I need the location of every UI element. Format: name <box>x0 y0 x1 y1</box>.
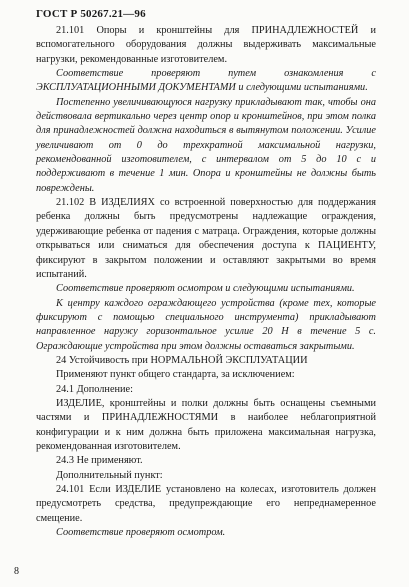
clause-21-101: 21.101 Опоры и кронштейны для ПРИНАДЛЕЖНОСТЕЙ и вспомогательного оборудования должны выдерживать максимальные нагрузки, рекомендованные изготовителем. <box>36 25 376 65</box>
document-header: ГОСТ Р 50267.21—96 <box>36 8 146 20</box>
test-procedure-text: Постепенно увеличивающуюся нагрузку прикладывают так, чтобы она действовала вертикально через центр опор и кронштейнов, при этом полка для принадлежностей должна находиться в вытянутом положении. Усилие увеличивают от 0 до трехкратной максимальной нагрузки, рекомендованной изготовителем, с интервалом от 5 до 10 с и поддерживают в течение 1 мин. Опора и кронштейны не должны быть повреждены. <box>36 96 376 194</box>
section-24-heading: 24 Устойчивость при НОРМАЛЬНОЙ ЭКСПЛУАТАЦИИ <box>56 354 308 366</box>
clause-24-1: 24.1 Дополнение: <box>56 383 133 395</box>
compliance-check-text: Соответствие проверяют путем ознакомления с ЭКСПЛУАТАЦИОННЫМИ ДОКУМЕНТАМИ и следующими испытаниями. <box>36 68 376 94</box>
clause-24-1-text: ИЗДЕЛИЕ, кронштейны и полки должны быть оснащены съемными частями и ПРИНАДЛЕЖНОСТЯМИ в наиболее неблагоприятной конфигурации и к ним должна быть приложена максимальная нагрузка, рекомендованная изготовителем. <box>36 397 376 452</box>
additional-clause-label: Дополнительный пункт: <box>56 469 163 481</box>
clause-24-3: 24.3 Не применяют. <box>56 455 143 467</box>
compliance-check-text: Соответствие проверяют осмотром. <box>56 527 226 539</box>
clause-24-101: 24.101 Если ИЗДЕЛИЕ установлено на колесах, изготовитель должен предусмотреть средства, предупреждающие его непреднамеренное смещение. <box>36 484 376 524</box>
compliance-check-text: Соответствие проверяют осмотром и следующими испытаниями. <box>56 283 355 295</box>
document-body <box>36 24 376 540</box>
clause-21-102: 21.102 В ИЗДЕЛИЯХ со встроенной поверхностью для поддержания ребенка должны быть предусмотрены надлежащие ограждения, удерживающие ребенка от падения с матраца. Ограждения, которые должны открываться или сниматься для обеспечения доступа к ПАЦИЕНТУ, фиксируют в закрытом положении и оставляют закрытыми во время испытаний. <box>36 197 376 280</box>
page-number: 8 <box>14 566 19 577</box>
test-procedure-text: К центру каждого ограждающего устройства (кроме тех, которые фиксируют с помощью специального инструмента) прикладывают направленное наружу горизонтальное усилие 20 Н в течение 5 с. Ограждающие устройства при этом должны оставаться закрытыми. <box>36 297 376 352</box>
applicability-note: Применяют пункт общего стандарта, за исключением: <box>56 369 295 381</box>
